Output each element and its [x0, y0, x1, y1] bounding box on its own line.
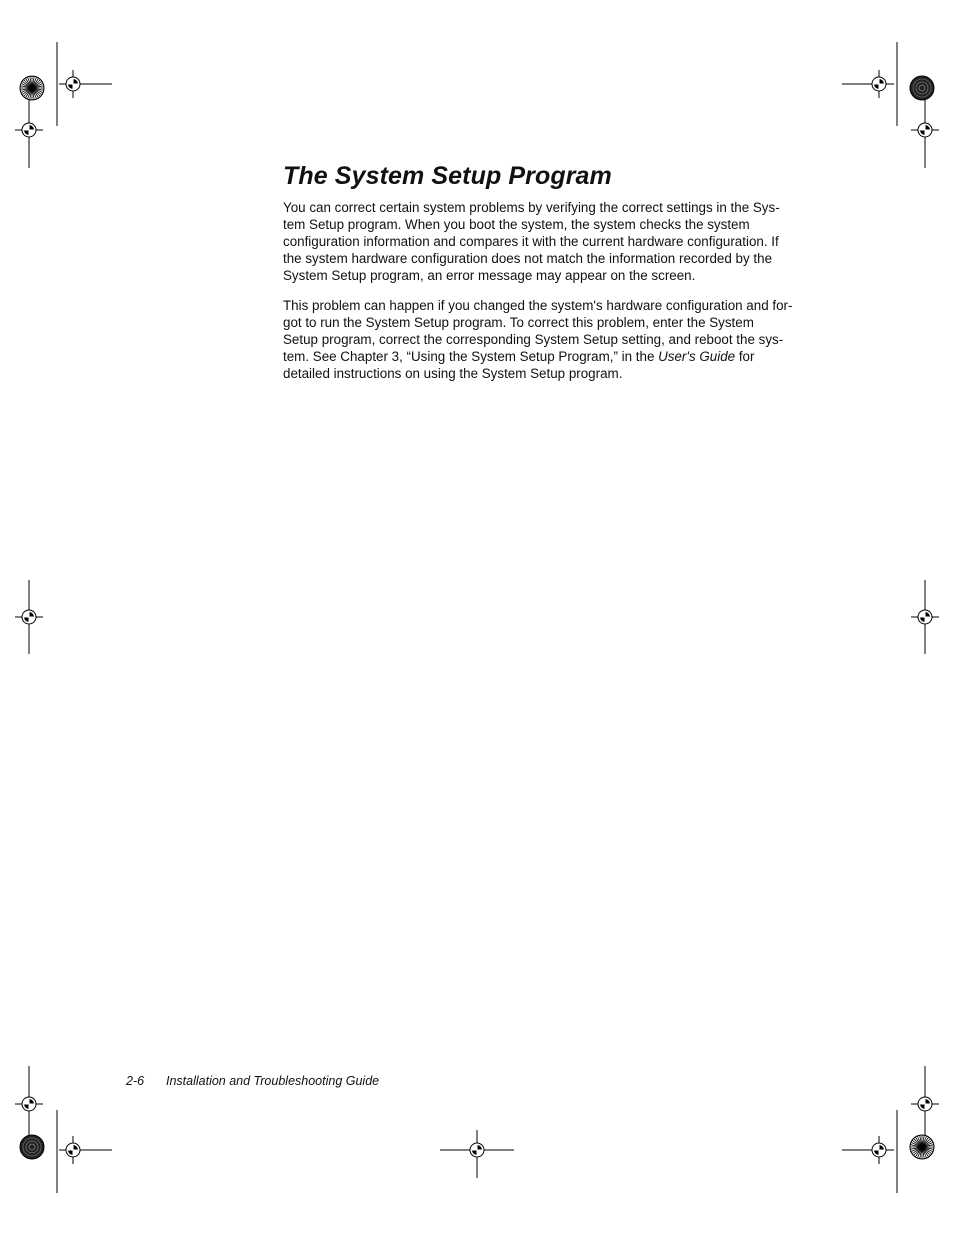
page-footer	[126, 1074, 379, 1088]
text-line: This problem can happen if you changed the system's hardware configuration and for-	[283, 298, 793, 313]
page-number: 2-6	[126, 1074, 145, 1088]
text-line: the system hardware configuration does not match the information recorded by the	[283, 251, 773, 266]
text-line	[283, 348, 818, 365]
paragraph-intro	[283, 199, 818, 284]
text-line: configuration information and compares it with the current hardware configuration. If	[283, 234, 779, 249]
section-heading: The System Setup Program	[283, 162, 612, 190]
book-reference: User's Guide	[658, 349, 736, 364]
book-title: Installation and Troubleshooting Guide	[166, 1074, 380, 1088]
paragraph-correction	[283, 297, 818, 382]
page-content	[283, 160, 818, 395]
text-segment: tem. See Chapter 3, “Using the System Setup Program,” in the	[283, 349, 659, 364]
text-line: Setup program, correct the corresponding System Setup setting, and reboot the sys-	[283, 332, 784, 347]
text-line: got to run the System Setup program. To correct this problem, enter the System	[283, 315, 754, 330]
text-segment: for	[735, 349, 755, 364]
text-line: detailed instructions on using the System Setup program.	[283, 366, 623, 381]
text-line: You can correct certain system problems by verifying the correct settings in the Sys-	[283, 200, 780, 215]
text-line: tem Setup program. When you boot the system, the system checks the system	[283, 217, 750, 232]
text-line: System Setup program, an error message may appear on the screen.	[283, 268, 696, 283]
